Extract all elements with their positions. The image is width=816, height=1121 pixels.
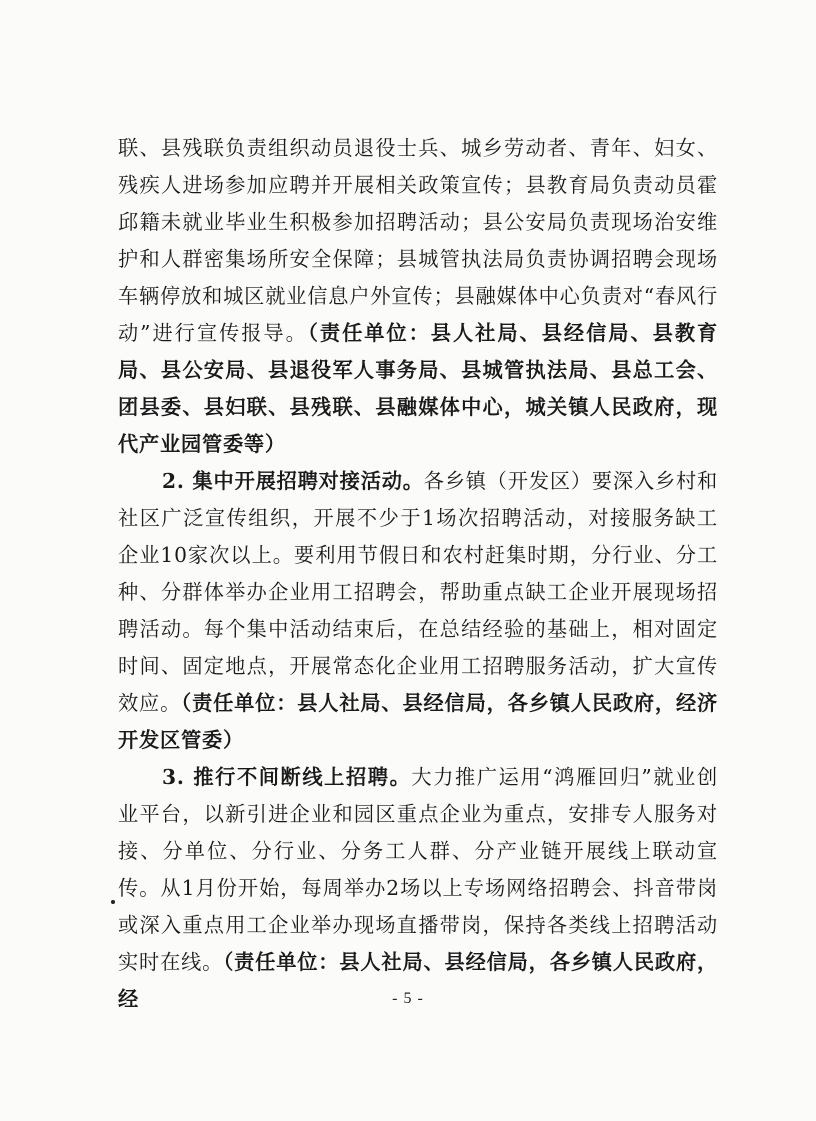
paragraph-3: [118, 759, 718, 1018]
paragraph-3-heading: 3. 推行不间断线上招聘。: [162, 765, 412, 789]
stray-dot-mark: [111, 900, 115, 904]
paragraph-1-responsibility: （责任单位：县人社局、县经信局、县教育局、县公安局、县退役军人事务局、县城管执法局、县总工会、团县委、县妇联、县残联、县融媒体中心，城关镇人民政府，现代产业园管委等）: [118, 321, 718, 456]
paragraph-2-responsibility: （责任单位：县人社局、县经信局，各乡镇人民政府，经济开发区管委）: [118, 691, 719, 752]
page-number: - 5 -: [392, 990, 424, 1007]
document-body: [118, 130, 718, 1018]
paragraph-1: [118, 130, 718, 463]
paragraph-2: [118, 463, 718, 759]
paragraph-1-text: 联、县残联负责组织动员退役士兵、城乡劳动者、青年、妇女、残疾人进场参加应聘并开展相关政策宣传；县教育局负责动员霍邱籍未就业毕业生积极参加招聘活动；县公安局负责现场治安维护和人群密集场所安全保障；县城管执法局负责协调招聘会现场车辆停放和城区就业信息户外宣传；县融媒体中心负责对“春风行动”进行宣传报导。: [118, 136, 718, 345]
paragraph-3-responsibility: （责任单位：县人社局、县经信局，各乡镇人民政府，经: [118, 950, 718, 1011]
paragraph-2-heading: 2. 集中开展招聘对接活动。: [162, 469, 424, 493]
paragraph-2-text: 各乡镇（开发区）要深入乡村和社区广泛宣传组织，开展不少于1场次招聘活动，对接服务缺工企业10家次以上。要利用节假日和农村赶集时期，分行业、分工种、分群体举办企业用工招聘会，帮助重点缺工企业开展现场招聘活动。每个集中活动结束后，在总结经验的基础上，相对固定时间、固定地点，开展常态化企业用工招聘服务活动，扩大宣传效应。: [118, 469, 718, 715]
paragraph-3-text: 大力推广运用“鸿雁回归”就业创业平台，以新引进企业和园区重点企业为重点，安排专人服务对接、分单位、分行业、分务工人群、分产业链开展线上联动宣传。从1月份开始，每周举办2场以上专场网络招聘会、抖音带岗或深入重点用工企业举办现场直播带岗，保持各类线上招聘活动实时在线。: [118, 765, 718, 974]
